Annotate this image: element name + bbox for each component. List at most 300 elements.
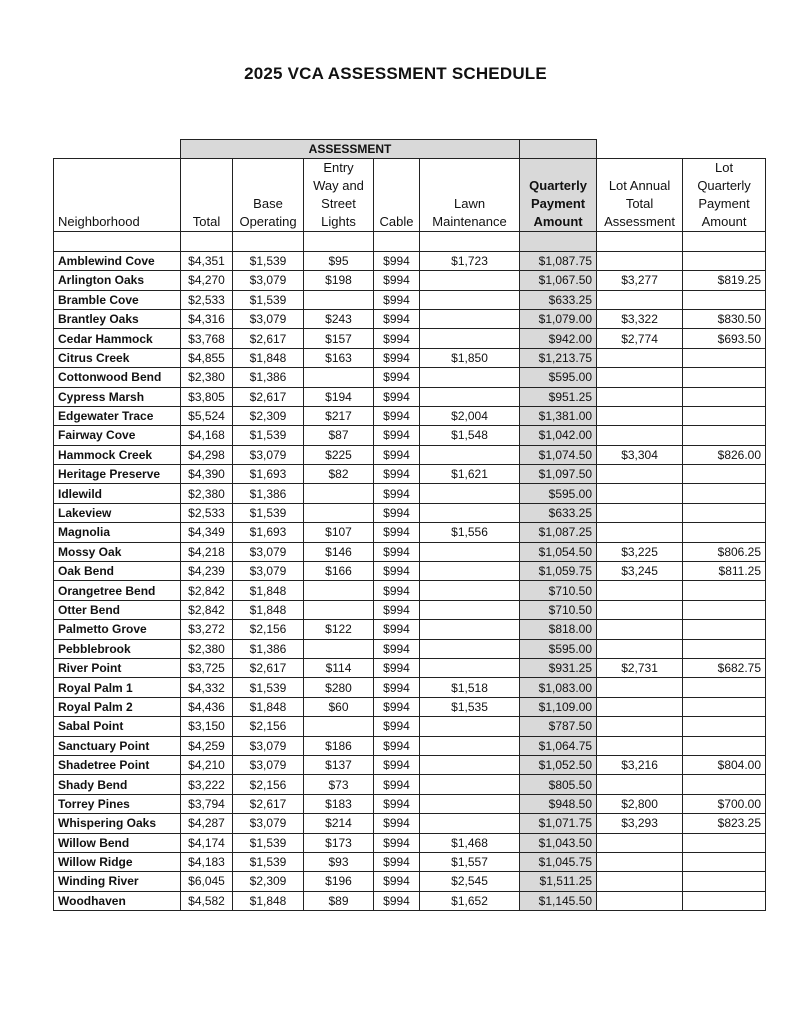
cell-entry-way-street-lights: $157 — [304, 329, 374, 348]
cell-entry-way-street-lights — [304, 639, 374, 658]
cell-lot-annual-total — [597, 581, 683, 600]
cell-quarterly-payment: $1,042.00 — [520, 426, 597, 445]
cell-total: $2,533 — [181, 503, 233, 522]
cell-neighborhood: Mossy Oak — [54, 542, 181, 561]
cell-quarterly-payment: $1,083.00 — [520, 678, 597, 697]
cell-base-operating: $3,079 — [233, 309, 304, 328]
cell-lot-annual-total — [597, 503, 683, 522]
cell-total: $6,045 — [181, 872, 233, 891]
cell-lot-annual-total: $3,293 — [597, 814, 683, 833]
cell-entry-way-street-lights: $183 — [304, 794, 374, 813]
cell-neighborhood: Royal Palm 1 — [54, 678, 181, 697]
cell-neighborhood: Whispering Oaks — [54, 814, 181, 833]
cell-cable: $994 — [374, 852, 420, 871]
cell-cable: $994 — [374, 426, 420, 445]
header-cable: Cable — [374, 159, 420, 232]
cell-neighborhood: River Point — [54, 658, 181, 677]
cell-quarterly-payment: $710.50 — [520, 581, 597, 600]
table-row — [54, 794, 766, 813]
cell-entry-way-street-lights: $173 — [304, 833, 374, 852]
cell-lot-annual-total — [597, 368, 683, 387]
cell-lot-quarterly-payment — [683, 852, 766, 871]
cell-lot-annual-total: $2,731 — [597, 658, 683, 677]
header-total: Total — [181, 159, 233, 232]
cell-quarterly-payment: $951.25 — [520, 387, 597, 406]
cell-total: $4,582 — [181, 891, 233, 910]
cell-neighborhood: Winding River — [54, 872, 181, 891]
cell-lot-annual-total: $2,800 — [597, 794, 683, 813]
header-base-operating: Base Operating — [233, 159, 304, 232]
table-row — [54, 465, 766, 484]
cell-neighborhood: Shady Bend — [54, 775, 181, 794]
cell-lawn-maintenance: $1,518 — [420, 678, 520, 697]
table-row — [54, 639, 766, 658]
table-row — [54, 833, 766, 852]
cell-lot-annual-total — [597, 891, 683, 910]
cell-base-operating: $2,309 — [233, 872, 304, 891]
cell-lot-quarterly-payment — [683, 523, 766, 542]
cell-lawn-maintenance — [420, 387, 520, 406]
table-row — [54, 814, 766, 833]
cell-quarterly-payment: $1,381.00 — [520, 406, 597, 425]
cell-quarterly-payment: $787.50 — [520, 717, 597, 736]
table-row — [54, 368, 766, 387]
cell-lot-quarterly-payment — [683, 290, 766, 309]
table-row — [54, 775, 766, 794]
cell-base-operating: $1,848 — [233, 697, 304, 716]
cell-lot-annual-total: $3,277 — [597, 271, 683, 290]
table-row — [54, 290, 766, 309]
cell-lot-annual-total: $3,216 — [597, 755, 683, 774]
table-row — [54, 562, 766, 581]
cell-neighborhood: Willow Ridge — [54, 852, 181, 871]
cell-cable: $994 — [374, 484, 420, 503]
cell-lot-annual-total — [597, 639, 683, 658]
cell-lot-annual-total — [597, 290, 683, 309]
table-row — [54, 581, 766, 600]
cell-quarterly-payment: $1,054.50 — [520, 542, 597, 561]
cell-lawn-maintenance: $2,545 — [420, 872, 520, 891]
cell-entry-way-street-lights — [304, 581, 374, 600]
cell-cable: $994 — [374, 736, 420, 755]
cell-base-operating: $2,617 — [233, 387, 304, 406]
cell-total: $4,287 — [181, 814, 233, 833]
cell-entry-way-street-lights — [304, 503, 374, 522]
cell-base-operating: $3,079 — [233, 755, 304, 774]
cell-quarterly-payment: $1,064.75 — [520, 736, 597, 755]
cell-total: $3,725 — [181, 658, 233, 677]
cell-lawn-maintenance — [420, 717, 520, 736]
cell-neighborhood: Willow Bend — [54, 833, 181, 852]
cell-lawn-maintenance — [420, 445, 520, 464]
cell-cable: $994 — [374, 562, 420, 581]
cell-entry-way-street-lights: $95 — [304, 251, 374, 270]
cell-lot-annual-total — [597, 620, 683, 639]
cell-cable: $994 — [374, 697, 420, 716]
table-row — [54, 542, 766, 561]
cell-lot-quarterly-payment — [683, 406, 766, 425]
cell-lawn-maintenance — [420, 600, 520, 619]
cell-quarterly-payment: $1,071.75 — [520, 814, 597, 833]
cell-lot-annual-total — [597, 736, 683, 755]
cell-lawn-maintenance: $1,468 — [420, 833, 520, 852]
cell-quarterly-payment: $595.00 — [520, 639, 597, 658]
cell-total: $3,222 — [181, 775, 233, 794]
cell-cable: $994 — [374, 872, 420, 891]
cell-entry-way-street-lights: $137 — [304, 755, 374, 774]
cell-base-operating: $1,386 — [233, 368, 304, 387]
cell-lot-quarterly-payment — [683, 717, 766, 736]
cell-entry-way-street-lights — [304, 368, 374, 387]
cell-cable: $994 — [374, 542, 420, 561]
cell-base-operating: $2,156 — [233, 717, 304, 736]
cell-entry-way-street-lights: $194 — [304, 387, 374, 406]
cell-base-operating: $2,156 — [233, 620, 304, 639]
table-row — [54, 484, 766, 503]
cell-quarterly-payment: $633.25 — [520, 503, 597, 522]
header-lawn-maintenance: Lawn Maintenance — [420, 159, 520, 232]
cell-entry-way-street-lights — [304, 484, 374, 503]
cell-neighborhood: Torrey Pines — [54, 794, 181, 813]
cell-base-operating: $3,079 — [233, 814, 304, 833]
cell-total: $4,436 — [181, 697, 233, 716]
cell-entry-way-street-lights: $60 — [304, 697, 374, 716]
cell-lawn-maintenance: $1,557 — [420, 852, 520, 871]
cell-cable: $994 — [374, 445, 420, 464]
cell-lawn-maintenance — [420, 620, 520, 639]
cell-quarterly-payment: $1,043.50 — [520, 833, 597, 852]
cell-base-operating: $2,156 — [233, 775, 304, 794]
cell-entry-way-street-lights: $114 — [304, 658, 374, 677]
cell-lot-quarterly-payment: $819.25 — [683, 271, 766, 290]
cell-cable: $994 — [374, 833, 420, 852]
cell-lot-quarterly-payment: $806.25 — [683, 542, 766, 561]
cell-quarterly-payment: $595.00 — [520, 484, 597, 503]
cell-entry-way-street-lights — [304, 290, 374, 309]
cell-total: $4,239 — [181, 562, 233, 581]
cell-total: $3,272 — [181, 620, 233, 639]
cell-lawn-maintenance: $1,652 — [420, 891, 520, 910]
cell-entry-way-street-lights: $217 — [304, 406, 374, 425]
cell-base-operating: $1,693 — [233, 465, 304, 484]
column-header-row — [54, 159, 766, 232]
cell-base-operating: $2,617 — [233, 329, 304, 348]
cell-entry-way-street-lights: $196 — [304, 872, 374, 891]
cell-lot-quarterly-payment — [683, 639, 766, 658]
cell-total: $3,150 — [181, 717, 233, 736]
cell-quarterly-payment: $948.50 — [520, 794, 597, 813]
cell-quarterly-payment: $1,087.25 — [520, 523, 597, 542]
cell-entry-way-street-lights: $93 — [304, 852, 374, 871]
cell-quarterly-payment: $595.00 — [520, 368, 597, 387]
cell-lawn-maintenance — [420, 271, 520, 290]
table-row — [54, 503, 766, 522]
cell-quarterly-payment: $633.25 — [520, 290, 597, 309]
cell-lot-annual-total — [597, 852, 683, 871]
cell-base-operating: $1,539 — [233, 426, 304, 445]
cell-quarterly-payment: $1,045.75 — [520, 852, 597, 871]
cell-lawn-maintenance — [420, 736, 520, 755]
cell-lot-annual-total — [597, 600, 683, 619]
table-row — [54, 523, 766, 542]
header-entry-way-street-lights: Entry Way and Street Lights — [304, 159, 374, 232]
cell-total: $3,768 — [181, 329, 233, 348]
cell-quarterly-payment: $1,067.50 — [520, 271, 597, 290]
cell-neighborhood: Fairway Cove — [54, 426, 181, 445]
table-row — [54, 678, 766, 697]
cell-total: $4,349 — [181, 523, 233, 542]
header-lot-annual-total-assessment: Lot Annual Total Assessment — [597, 159, 683, 232]
cell-neighborhood: Woodhaven — [54, 891, 181, 910]
cell-entry-way-street-lights: $87 — [304, 426, 374, 445]
table-row — [54, 406, 766, 425]
cell-neighborhood: Cedar Hammock — [54, 329, 181, 348]
cell-quarterly-payment: $1,059.75 — [520, 562, 597, 581]
cell-neighborhood: Heritage Preserve — [54, 465, 181, 484]
cell-cable: $994 — [374, 329, 420, 348]
cell-lot-quarterly-payment: $693.50 — [683, 329, 766, 348]
cell-lot-quarterly-payment — [683, 368, 766, 387]
cell-lot-annual-total: $3,225 — [597, 542, 683, 561]
cell-neighborhood: Orangetree Bend — [54, 581, 181, 600]
cell-entry-way-street-lights: $107 — [304, 523, 374, 542]
cell-lawn-maintenance — [420, 562, 520, 581]
cell-cable: $994 — [374, 523, 420, 542]
cell-lot-quarterly-payment — [683, 600, 766, 619]
assessment-group-label: ASSESSMENT — [181, 140, 520, 159]
cell-neighborhood: Idlewild — [54, 484, 181, 503]
cell-lawn-maintenance — [420, 542, 520, 561]
cell-cable: $994 — [374, 658, 420, 677]
cell-neighborhood: Otter Bend — [54, 600, 181, 619]
group-header-row — [54, 140, 766, 159]
cell-neighborhood: Sabal Point — [54, 717, 181, 736]
cell-base-operating: $1,539 — [233, 503, 304, 522]
cell-lawn-maintenance — [420, 309, 520, 328]
cell-cable: $994 — [374, 503, 420, 522]
cell-total: $4,316 — [181, 309, 233, 328]
cell-neighborhood: Amblewind Cove — [54, 251, 181, 270]
cell-base-operating: $1,386 — [233, 484, 304, 503]
cell-lot-quarterly-payment — [683, 620, 766, 639]
cell-lot-annual-total — [597, 872, 683, 891]
cell-cable: $994 — [374, 600, 420, 619]
cell-neighborhood: Cypress Marsh — [54, 387, 181, 406]
cell-total: $4,390 — [181, 465, 233, 484]
table-row — [54, 755, 766, 774]
cell-base-operating: $1,848 — [233, 600, 304, 619]
cell-neighborhood: Lakeview — [54, 503, 181, 522]
cell-lot-quarterly-payment — [683, 833, 766, 852]
cell-base-operating: $2,617 — [233, 658, 304, 677]
header-lot-quarterly-payment-amount: Lot Quarterly Payment Amount — [683, 159, 766, 232]
table-row — [54, 697, 766, 716]
table-row — [54, 891, 766, 910]
cell-lot-annual-total — [597, 426, 683, 445]
cell-entry-way-street-lights — [304, 600, 374, 619]
cell-lawn-maintenance: $1,556 — [420, 523, 520, 542]
cell-quarterly-payment: $1,087.75 — [520, 251, 597, 270]
cell-lot-annual-total — [597, 717, 683, 736]
cell-cable: $994 — [374, 678, 420, 697]
cell-entry-way-street-lights: $122 — [304, 620, 374, 639]
table-row — [54, 736, 766, 755]
cell-total: $2,380 — [181, 368, 233, 387]
table-row — [54, 271, 766, 290]
cell-neighborhood: Bramble Cove — [54, 290, 181, 309]
cell-lot-annual-total — [597, 697, 683, 716]
table-row — [54, 852, 766, 871]
table-row — [54, 387, 766, 406]
cell-entry-way-street-lights: $166 — [304, 562, 374, 581]
cell-total: $4,210 — [181, 755, 233, 774]
cell-lot-quarterly-payment — [683, 736, 766, 755]
cell-cable: $994 — [374, 290, 420, 309]
cell-base-operating: $1,539 — [233, 251, 304, 270]
cell-quarterly-payment: $1,097.50 — [520, 465, 597, 484]
cell-base-operating: $1,539 — [233, 678, 304, 697]
cell-total: $4,174 — [181, 833, 233, 852]
cell-cable: $994 — [374, 775, 420, 794]
cell-lot-quarterly-payment — [683, 387, 766, 406]
cell-entry-way-street-lights: $146 — [304, 542, 374, 561]
cell-entry-way-street-lights: $82 — [304, 465, 374, 484]
cell-base-operating: $1,693 — [233, 523, 304, 542]
header-neighborhood: Neighborhood — [54, 159, 181, 232]
cell-lawn-maintenance — [420, 581, 520, 600]
cell-entry-way-street-lights: $225 — [304, 445, 374, 464]
cell-lawn-maintenance — [420, 775, 520, 794]
cell-total: $4,270 — [181, 271, 233, 290]
cell-lot-annual-total — [597, 523, 683, 542]
cell-lot-quarterly-payment: $826.00 — [683, 445, 766, 464]
cell-total: $3,794 — [181, 794, 233, 813]
cell-lot-quarterly-payment: $804.00 — [683, 755, 766, 774]
cell-cable: $994 — [374, 348, 420, 367]
cell-lot-annual-total — [597, 406, 683, 425]
cell-total: $4,855 — [181, 348, 233, 367]
cell-total: $2,842 — [181, 581, 233, 600]
cell-base-operating: $2,617 — [233, 794, 304, 813]
cell-lot-quarterly-payment: $682.75 — [683, 658, 766, 677]
table-row — [54, 348, 766, 367]
cell-total: $4,183 — [181, 852, 233, 871]
cell-neighborhood: Edgewater Trace — [54, 406, 181, 425]
cell-entry-way-street-lights: $243 — [304, 309, 374, 328]
table-row — [54, 426, 766, 445]
cell-lawn-maintenance — [420, 290, 520, 309]
cell-lot-quarterly-payment: $830.50 — [683, 309, 766, 328]
cell-cable: $994 — [374, 368, 420, 387]
cell-lot-quarterly-payment — [683, 697, 766, 716]
cell-base-operating: $3,079 — [233, 271, 304, 290]
cell-lot-quarterly-payment — [683, 251, 766, 270]
cell-quarterly-payment: $931.25 — [520, 658, 597, 677]
cell-neighborhood: Oak Bend — [54, 562, 181, 581]
cell-cable: $994 — [374, 755, 420, 774]
cell-base-operating: $1,386 — [233, 639, 304, 658]
cell-neighborhood: Royal Palm 2 — [54, 697, 181, 716]
cell-lawn-maintenance: $1,850 — [420, 348, 520, 367]
table-row — [54, 445, 766, 464]
cell-quarterly-payment: $1,511.25 — [520, 872, 597, 891]
assessment-schedule-table — [53, 139, 766, 911]
cell-lawn-maintenance: $1,723 — [420, 251, 520, 270]
header-quarterly-payment-amount: Quarterly Payment Amount — [520, 159, 597, 232]
cell-quarterly-payment: $1,109.00 — [520, 697, 597, 716]
table-row — [54, 600, 766, 619]
cell-quarterly-payment: $1,052.50 — [520, 755, 597, 774]
cell-quarterly-payment: $818.00 — [520, 620, 597, 639]
cell-lot-annual-total — [597, 775, 683, 794]
cell-base-operating: $1,539 — [233, 852, 304, 871]
cell-base-operating: $2,309 — [233, 406, 304, 425]
cell-total: $4,259 — [181, 736, 233, 755]
cell-entry-way-street-lights: $186 — [304, 736, 374, 755]
cell-total: $5,524 — [181, 406, 233, 425]
cell-lawn-maintenance: $1,535 — [420, 697, 520, 716]
cell-total: $2,842 — [181, 600, 233, 619]
table-row — [54, 251, 766, 270]
cell-total: $3,805 — [181, 387, 233, 406]
cell-cable: $994 — [374, 581, 420, 600]
cell-total: $2,380 — [181, 639, 233, 658]
cell-neighborhood: Arlington Oaks — [54, 271, 181, 290]
cell-lot-quarterly-payment — [683, 503, 766, 522]
cell-neighborhood: Citrus Creek — [54, 348, 181, 367]
cell-entry-way-street-lights: $89 — [304, 891, 374, 910]
cell-entry-way-street-lights: $214 — [304, 814, 374, 833]
cell-cable: $994 — [374, 271, 420, 290]
cell-cable: $994 — [374, 251, 420, 270]
cell-quarterly-payment: $805.50 — [520, 775, 597, 794]
cell-lawn-maintenance — [420, 329, 520, 348]
cell-base-operating: $1,539 — [233, 290, 304, 309]
cell-lawn-maintenance: $1,548 — [420, 426, 520, 445]
cell-cable: $994 — [374, 639, 420, 658]
cell-neighborhood: Pebblebrook — [54, 639, 181, 658]
cell-lawn-maintenance — [420, 503, 520, 522]
cell-lot-quarterly-payment: $811.25 — [683, 562, 766, 581]
cell-lawn-maintenance — [420, 368, 520, 387]
cell-lot-annual-total — [597, 484, 683, 503]
cell-lot-annual-total — [597, 678, 683, 697]
cell-neighborhood: Magnolia — [54, 523, 181, 542]
cell-lot-annual-total — [597, 251, 683, 270]
cell-base-operating: $3,079 — [233, 542, 304, 561]
cell-lawn-maintenance — [420, 639, 520, 658]
table-row — [54, 717, 766, 736]
table-body — [54, 251, 766, 910]
cell-total: $4,351 — [181, 251, 233, 270]
table-row — [54, 872, 766, 891]
cell-lot-annual-total: $3,304 — [597, 445, 683, 464]
table-row — [54, 329, 766, 348]
cell-lot-quarterly-payment — [683, 891, 766, 910]
cell-lot-quarterly-payment — [683, 872, 766, 891]
cell-lawn-maintenance — [420, 484, 520, 503]
cell-cable: $994 — [374, 465, 420, 484]
cell-lawn-maintenance: $1,621 — [420, 465, 520, 484]
cell-lawn-maintenance — [420, 755, 520, 774]
cell-entry-way-street-lights: $198 — [304, 271, 374, 290]
cell-cable: $994 — [374, 891, 420, 910]
cell-cable: $994 — [374, 794, 420, 813]
cell-lawn-maintenance: $2,004 — [420, 406, 520, 425]
quarterly-group-cell — [520, 140, 597, 159]
cell-total: $2,380 — [181, 484, 233, 503]
cell-lot-quarterly-payment — [683, 484, 766, 503]
